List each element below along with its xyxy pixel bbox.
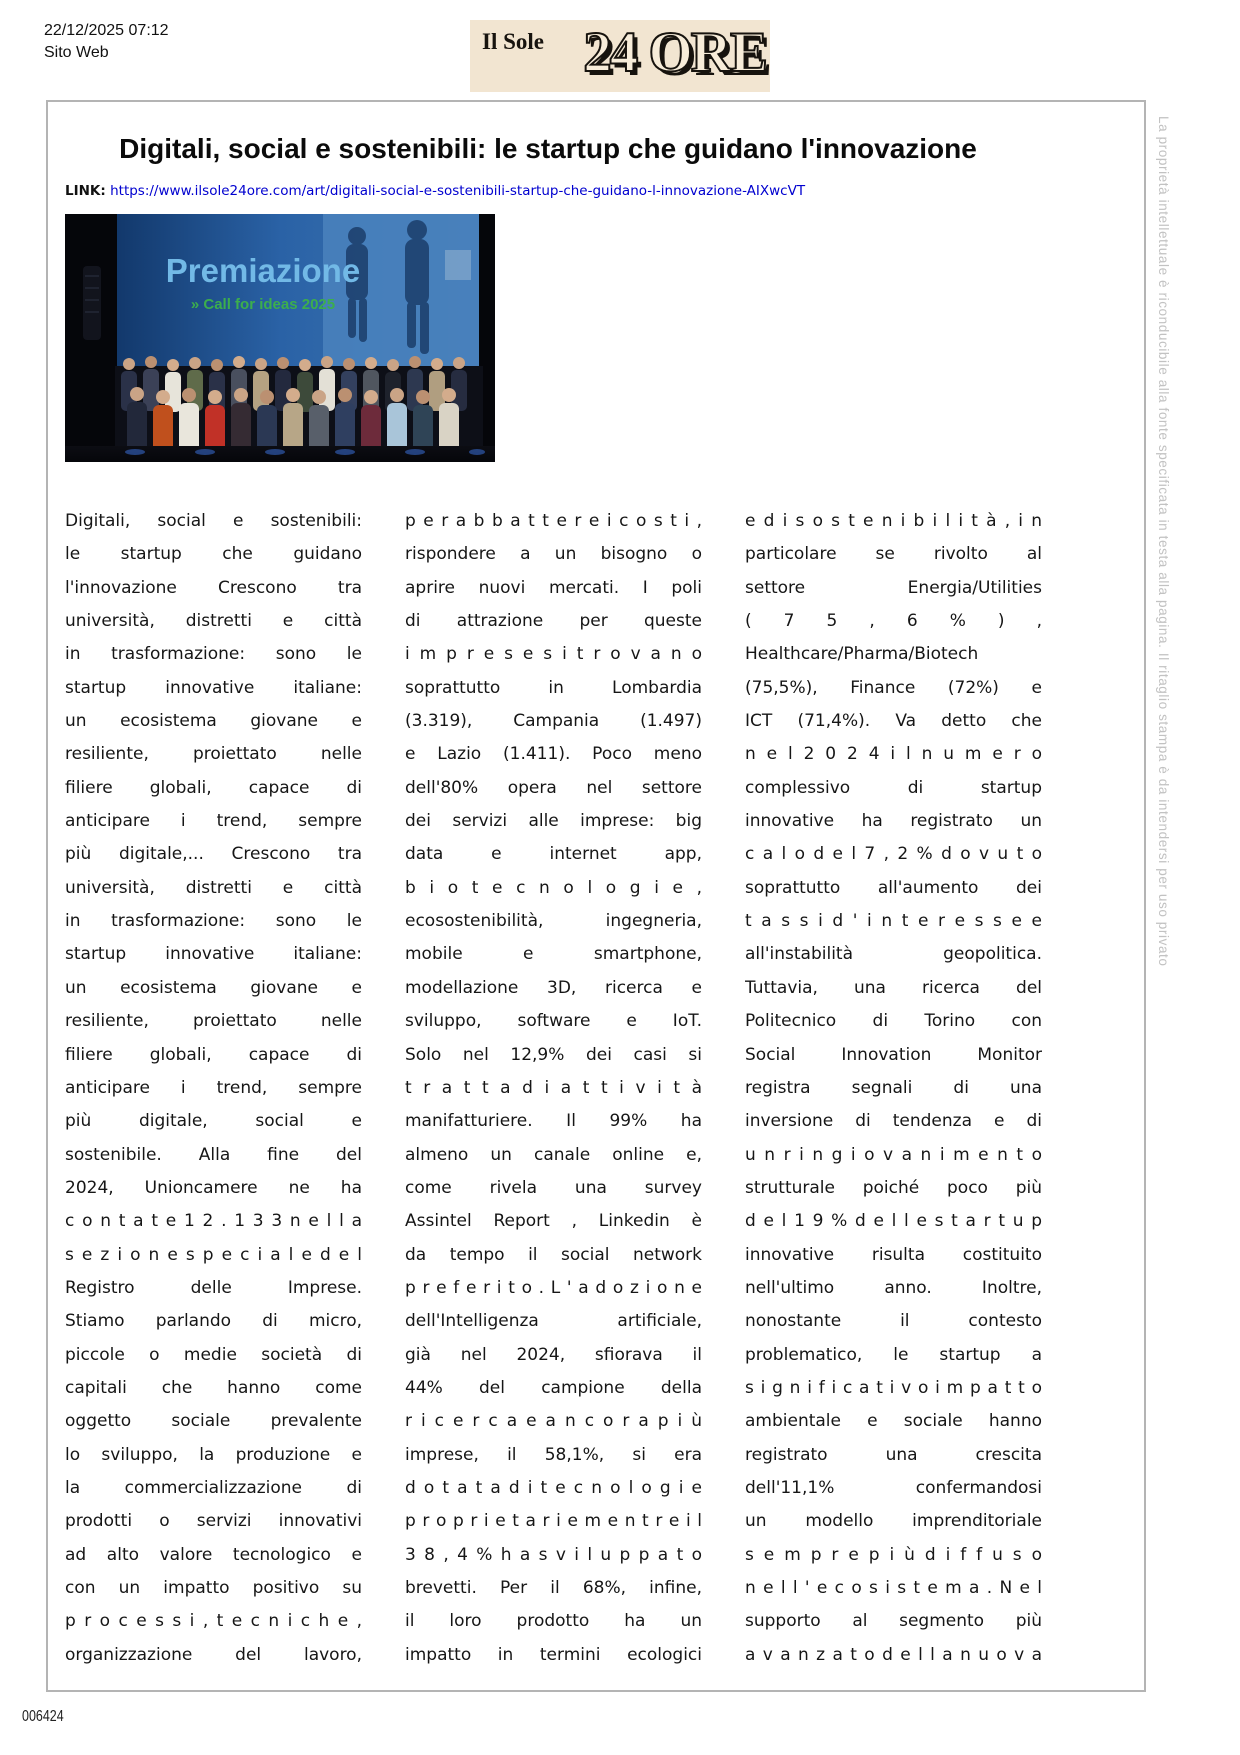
text-line: e d i s o s t e n i b i l i t à , i n <box>745 511 1042 531</box>
text-line: p r o p r i e t a r i e m e n t r e i l <box>405 1511 702 1532</box>
ilsole24ore-logo <box>470 20 770 92</box>
text-line: sviluppo, software e IoT. <box>405 1011 702 1032</box>
text-line: rispondere a un bisogno o <box>405 544 702 565</box>
text-line: t a s s i d ' i n t e r e s s e e <box>745 911 1042 932</box>
text-line: n e l l ' e c o s i s t e m a . N e l <box>745 1578 1042 1598</box>
text-line: i m p r e s e s i t r o v a n o <box>405 644 702 665</box>
text-line: d e l 1 9 % d e l l e s t a r t u p <box>745 1211 1042 1232</box>
text-line: già nel 2024, sfiorava il <box>405 1344 702 1365</box>
text-line: startup innovative italiane: <box>65 944 362 965</box>
copyright-vertical-note: La proprietà intellettuale è riconducibile alla fonte specificata in testa alla pagina. Il ritaglio stampa è da intendersi per uso privato <box>1156 116 1171 967</box>
article-column-3 <box>745 505 1042 1675</box>
text-line: ad alto valore tecnologico e <box>65 1544 362 1565</box>
text-line: imprese, il 58,1%, si era <box>405 1444 702 1465</box>
text-line: u n r i n g i o v a n i m e n t o <box>745 1144 1042 1165</box>
text-line: come rivela una survey <box>405 1177 702 1198</box>
text-line: Solo nel 12,9% dei casi si <box>405 1044 702 1065</box>
photo-headline: Premiazione <box>165 252 361 289</box>
text-line: ambientale e sociale hanno <box>745 1411 1042 1432</box>
text-line: all'instabilità geopolitica. <box>745 944 1042 965</box>
clipping-source: Sito Web <box>44 44 109 61</box>
text-line: con un impatto positivo su <box>65 1578 362 1598</box>
doc-number: 006424 <box>22 1708 64 1725</box>
text-line: nonostante il contesto <box>745 1311 1042 1332</box>
text-line: filiere globali, capace di <box>65 777 362 798</box>
text-line: resiliente, proiettato nelle <box>65 1011 362 1032</box>
text-line: complessivo di startup <box>745 777 1042 798</box>
text-line: Stiamo parlando di micro, <box>65 1311 362 1332</box>
text-line: s e m p r e p i ù d i f f u s o <box>745 1544 1042 1565</box>
text-line: registra segnali di una <box>745 1077 1042 1098</box>
text-line: n e l 2 0 2 4 i l n u m e r o <box>745 744 1042 765</box>
text-line: Social Innovation Monitor <box>745 1044 1042 1065</box>
text-line: c a l o d e l 7 , 2 % d o v u t o <box>745 844 1042 865</box>
text-line: più digitale, social e <box>65 1111 362 1132</box>
text-line: un modello imprenditoriale <box>745 1511 1042 1532</box>
text-line: modellazione 3D, ricerca e <box>405 977 702 998</box>
text-line: registrato una crescita <box>745 1444 1042 1465</box>
text-line: Registro delle Imprese. <box>65 1277 362 1298</box>
text-line: ecosostenibilità, ingegneria, <box>405 911 702 932</box>
text-line: innovative risulta costituito <box>745 1244 1042 1265</box>
text-line: da tempo il social network <box>405 1244 702 1265</box>
logo-prefix: Il Sole <box>482 29 544 54</box>
text-line: innovative ha registrato un <box>745 811 1042 832</box>
text-line: soprattutto all'aumento dei <box>745 877 1042 898</box>
text-line: particolare se rivolto al <box>745 544 1042 565</box>
text-line: settore Energia/Utilities <box>745 577 1042 598</box>
text-line: data e internet app, <box>405 844 702 865</box>
text-line: Digitali, social e sostenibili: <box>65 511 362 531</box>
text-line: brevetti. Per il 68%, infine, <box>405 1578 702 1598</box>
text-line: t r a t t a d i a t t i v i t à <box>405 1077 702 1098</box>
text-line: il loro prodotto ha un <box>405 1611 702 1632</box>
text-line: r i c e r c a e a n c o r a p i ù <box>405 1411 702 1432</box>
text-line: soprattutto in Lombardia <box>405 677 702 698</box>
text-line: s i g n i f i c a t i v o i m p a t t o <box>745 1377 1042 1398</box>
text-line: lo sviluppo, la produzione e <box>65 1444 362 1465</box>
text-line: aprire nuovi mercati. I poli <box>405 577 702 598</box>
text-line: 3 8 , 4 % h a s v i l u p p a t o <box>405 1544 702 1565</box>
text-line: la commercializzazione di <box>65 1477 362 1498</box>
text-line: d o t a t a d i t e c n o l o g i e <box>405 1477 702 1498</box>
text-line: più digitale,... Crescono tra <box>65 844 362 865</box>
text-line: s e z i o n e s p e c i a l e d e l <box>65 1244 362 1265</box>
logo-main: 24 ORE <box>583 21 766 84</box>
text-line: dell'Intelligenza artificiale, <box>405 1311 702 1332</box>
article-link-row <box>65 182 1144 200</box>
text-line: p r o c e s s i , t e c n i c h e , <box>65 1611 362 1632</box>
text-line: Healthcare/Pharma/Biotech <box>745 644 979 665</box>
text-line: le startup che guidano <box>65 544 362 565</box>
text-line: Tuttavia, una ricerca del <box>745 977 1042 998</box>
text-line: capitali che hanno come <box>65 1377 362 1398</box>
article-clipping-box <box>46 100 1146 1692</box>
text-line: inversione di tendenza e di <box>745 1111 1042 1132</box>
screen-detail <box>445 250 471 280</box>
text-line: (3.319), Campania (1.497) <box>405 711 702 732</box>
text-line: supporto al segmento più <box>745 1611 1042 1632</box>
text-line: ( 7 5 , 6 % ) , <box>745 611 1042 632</box>
text-line: in trasformazione: sono le <box>65 911 362 932</box>
text-line: problematico, le startup a <box>745 1344 1042 1365</box>
text-line: sostenibile. Alla fine del <box>65 1144 362 1165</box>
text-line: 2024, Unioncamere ne ha <box>65 1177 362 1198</box>
text-line: impatto in termini ecologici <box>405 1644 702 1665</box>
text-line: ICT (71,4%). Va detto che <box>745 711 1042 732</box>
text-line: filiere globali, capace di <box>65 1044 362 1065</box>
text-line: organizzazione del lavoro, <box>65 1644 362 1665</box>
article-body <box>65 505 1144 1675</box>
link-label: LINK: <box>65 183 106 199</box>
text-line: resiliente, proiettato nelle <box>65 744 362 765</box>
text-line: c o n t a t e 1 2 . 1 3 3 n e l l a <box>65 1211 362 1232</box>
text-line: almeno un canale online e, <box>405 1144 702 1165</box>
text-line: manifatturiere. Il 99% ha <box>405 1111 702 1132</box>
text-line: startup innovative italiane: <box>65 677 362 698</box>
speaker-stack <box>83 266 101 340</box>
text-line: mobile e smartphone, <box>405 944 702 965</box>
text-line: oggetto sociale prevalente <box>65 1411 362 1432</box>
ceremony-photo <box>65 214 495 462</box>
article-column-2 <box>405 505 702 1675</box>
text-line: p r e f e r i t o . L ' a d o z i o n e <box>405 1277 702 1298</box>
article-title: Digitali, social e sostenibili: le startup che guidano l'innovazione <box>119 133 977 164</box>
clipping-datetime: 22/12/2025 07:12 <box>44 22 169 39</box>
text-line: dell'11,1% confermandosi <box>745 1477 1042 1498</box>
text-line: prodotti o servizi innovativi <box>65 1511 362 1532</box>
text-line: (75,5%), Finance (72%) e <box>745 677 1042 698</box>
text-line: 44% del campione della <box>405 1377 702 1398</box>
text-line: l'innovazione Crescono tra <box>65 577 362 598</box>
text-line: nell'ultimo anno. Inoltre, <box>745 1277 1042 1298</box>
text-line: Assintel Report , Linkedin è <box>405 1211 702 1232</box>
text-line: in trasformazione: sono le <box>65 644 362 665</box>
text-line: e Lazio (1.411). Poco meno <box>405 744 702 765</box>
article-column-1 <box>65 505 362 1675</box>
text-line: Politecnico di Torino con <box>745 1011 1042 1032</box>
text-line: piccole o medie società di <box>65 1344 362 1365</box>
text-line: a v a n z a t o d e l l a n u o v a <box>745 1644 1042 1665</box>
text-line: dei servizi alle imprese: big <box>405 811 702 832</box>
clipping-header <box>44 20 169 64</box>
text-line: un ecosistema giovane e <box>65 977 362 998</box>
text-line: di attrazione per queste <box>405 611 702 632</box>
article-link[interactable]: https://www.ilsole24ore.com/art/digitali-social-e-sostenibili-startup-che-guidano-l-innovazione-AIXwcVT <box>110 183 806 199</box>
text-line: anticipare i trend, sempre <box>65 811 362 832</box>
text-line: strutturale poiché poco più <box>745 1177 1042 1198</box>
photo-subline: » Call for ideas 2025 <box>190 296 336 313</box>
text-line: dell'80% opera nel settore <box>405 777 702 798</box>
text-line: università, distretti e città <box>65 877 362 898</box>
text-line: un ecosistema giovane e <box>65 711 362 732</box>
text-line: università, distretti e città <box>65 611 362 632</box>
text-line: p e r a b b a t t e r e i c o s t i , <box>405 511 702 531</box>
text-line: anticipare i trend, sempre <box>65 1077 362 1098</box>
text-line: b i o t e c n o l o g i e , <box>405 877 702 898</box>
